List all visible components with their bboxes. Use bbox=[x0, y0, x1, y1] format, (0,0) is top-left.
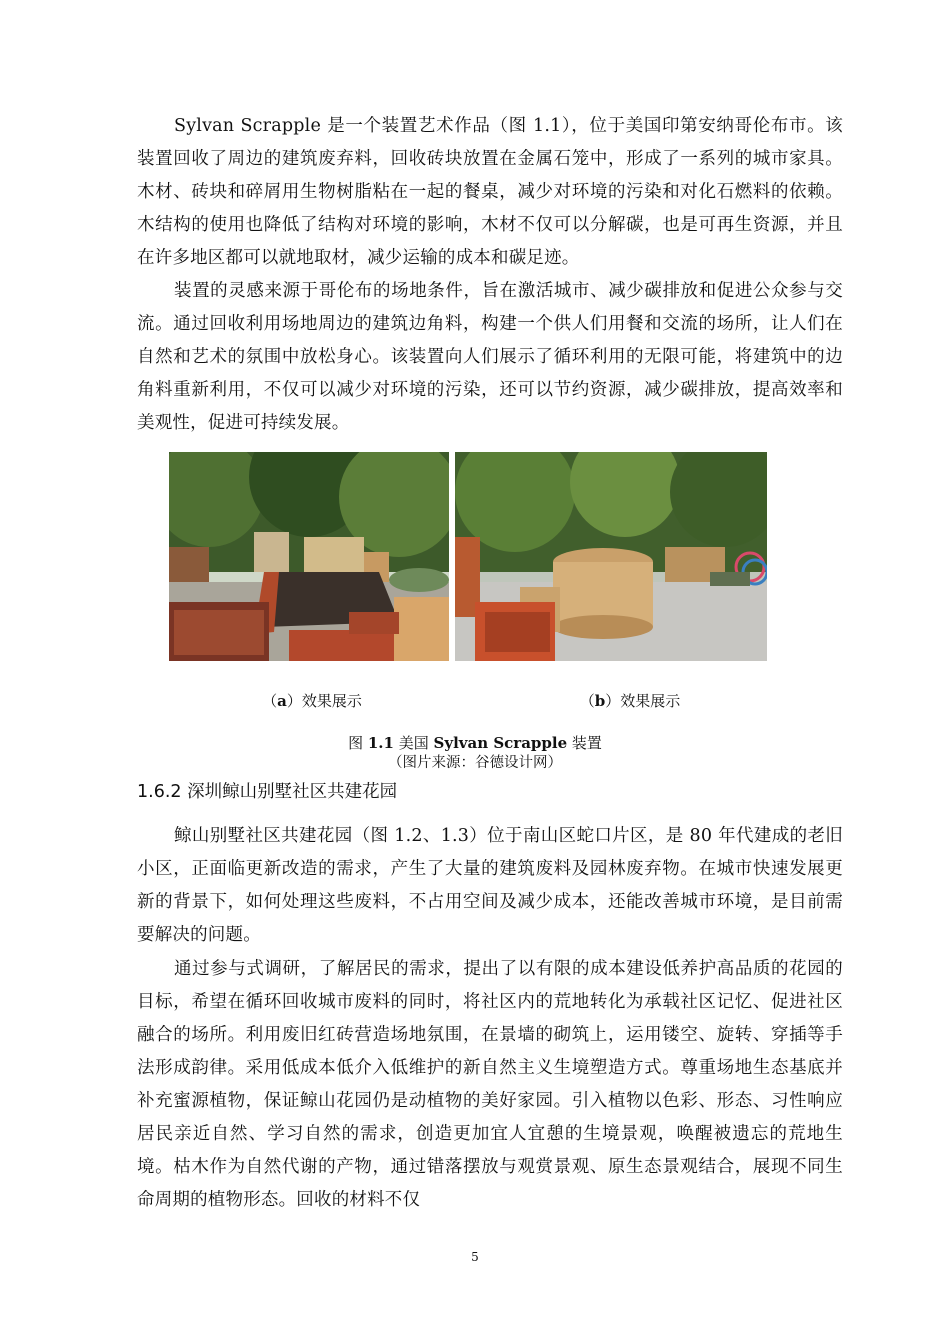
body-paragraph-1: Sylvan Scrapple 是一个装置艺术作品（图 1.1），位于美国印第安纳哥伦布市。该装置回收了周边的建筑废弃料，回收砖块放置在金属石笼中，形成了一系列的城市家具。木材、砖块和碎屑用生物树脂粘在一起的餐桌，减少对环境的污染和对化石燃料的依赖。木结构的使用也降低了结构对环境的影响，木材不仅可以分解碳，也是可再生资源，并且在许多地区都可以就地取材，减少运输的成本和碳足迹。 bbox=[137, 116, 843, 268]
figure-photo-a bbox=[169, 452, 449, 661]
figure-subcaption-a: （a）效果展示 bbox=[262, 692, 362, 710]
figure-subcaption-b: （b）效果展示 bbox=[579, 692, 681, 710]
page-number: 5 bbox=[471, 1250, 479, 1264]
figure-caption: 图 1.1 美国 Sylvan Scrapple 装置 bbox=[348, 734, 602, 752]
body-paragraph-2: 装置的灵感来源于哥伦布的场地条件，旨在激活城市、减少碳排放和促进公众参与交流。通过回收利用场地周边的建筑边角料，构建一个供人们用餐和交流的场所，让人们在自然和艺术的氛围中放松身心。该装置向人们展示了循环利用的无限可能，将建筑中的边角料重新利用，不仅可以减少对环境的污染，还可以节约资源，减少碳排放，提高效率和美观性，促进可持续发展。 bbox=[137, 281, 843, 433]
figure-source: （图片来源：谷德设计网） bbox=[388, 755, 562, 771]
figure-photo-b bbox=[455, 452, 767, 661]
body-paragraph-3: 鲸山别墅社区共建花园（图 1.2、1.3）位于南山区蛇口片区，是 80 年代建成的老旧小区，正面临更新改造的需求，产生了大量的建筑废料及园林废弃物。在城市快速发展更新的背景下，如何处理这些废料，不占用空间及减少成本，还能改善城市环境，是目前需要解决的问题。 bbox=[137, 826, 843, 945]
body-paragraph-4: 通过参与式调研，了解居民的需求，提出了以有限的成本建设低养护高品质的花园的目标，希望在循环回收城市废料的同时，将社区内的荒地转化为承载社区记忆、促进社区融合的场所。利用废旧红砖营造场地氛围，在景墙的砌筑上，运用镂空、旋转、穿插等手法形成韵律。采用低成本低介入低维护的新自然主义生境塑造方式。尊重场地生态基底并补充蜜源植物，保证鲸山花园仍是动植物的美好家园。引入植物以色彩、形态、习性响应居民亲近自然、学习自然的需求，创造更加宜人宜憩的生境景观，唤醒被遗忘的荒地生境。枯木作为自然代谢的产物，通过错落摆放与观赏景观、原生态景观结合，展现不同生命周期的植物形态。回收的材料不仅 bbox=[137, 959, 843, 1210]
section-heading: 1.6.2 深圳鲸山别墅社区共建花园 bbox=[137, 782, 398, 802]
